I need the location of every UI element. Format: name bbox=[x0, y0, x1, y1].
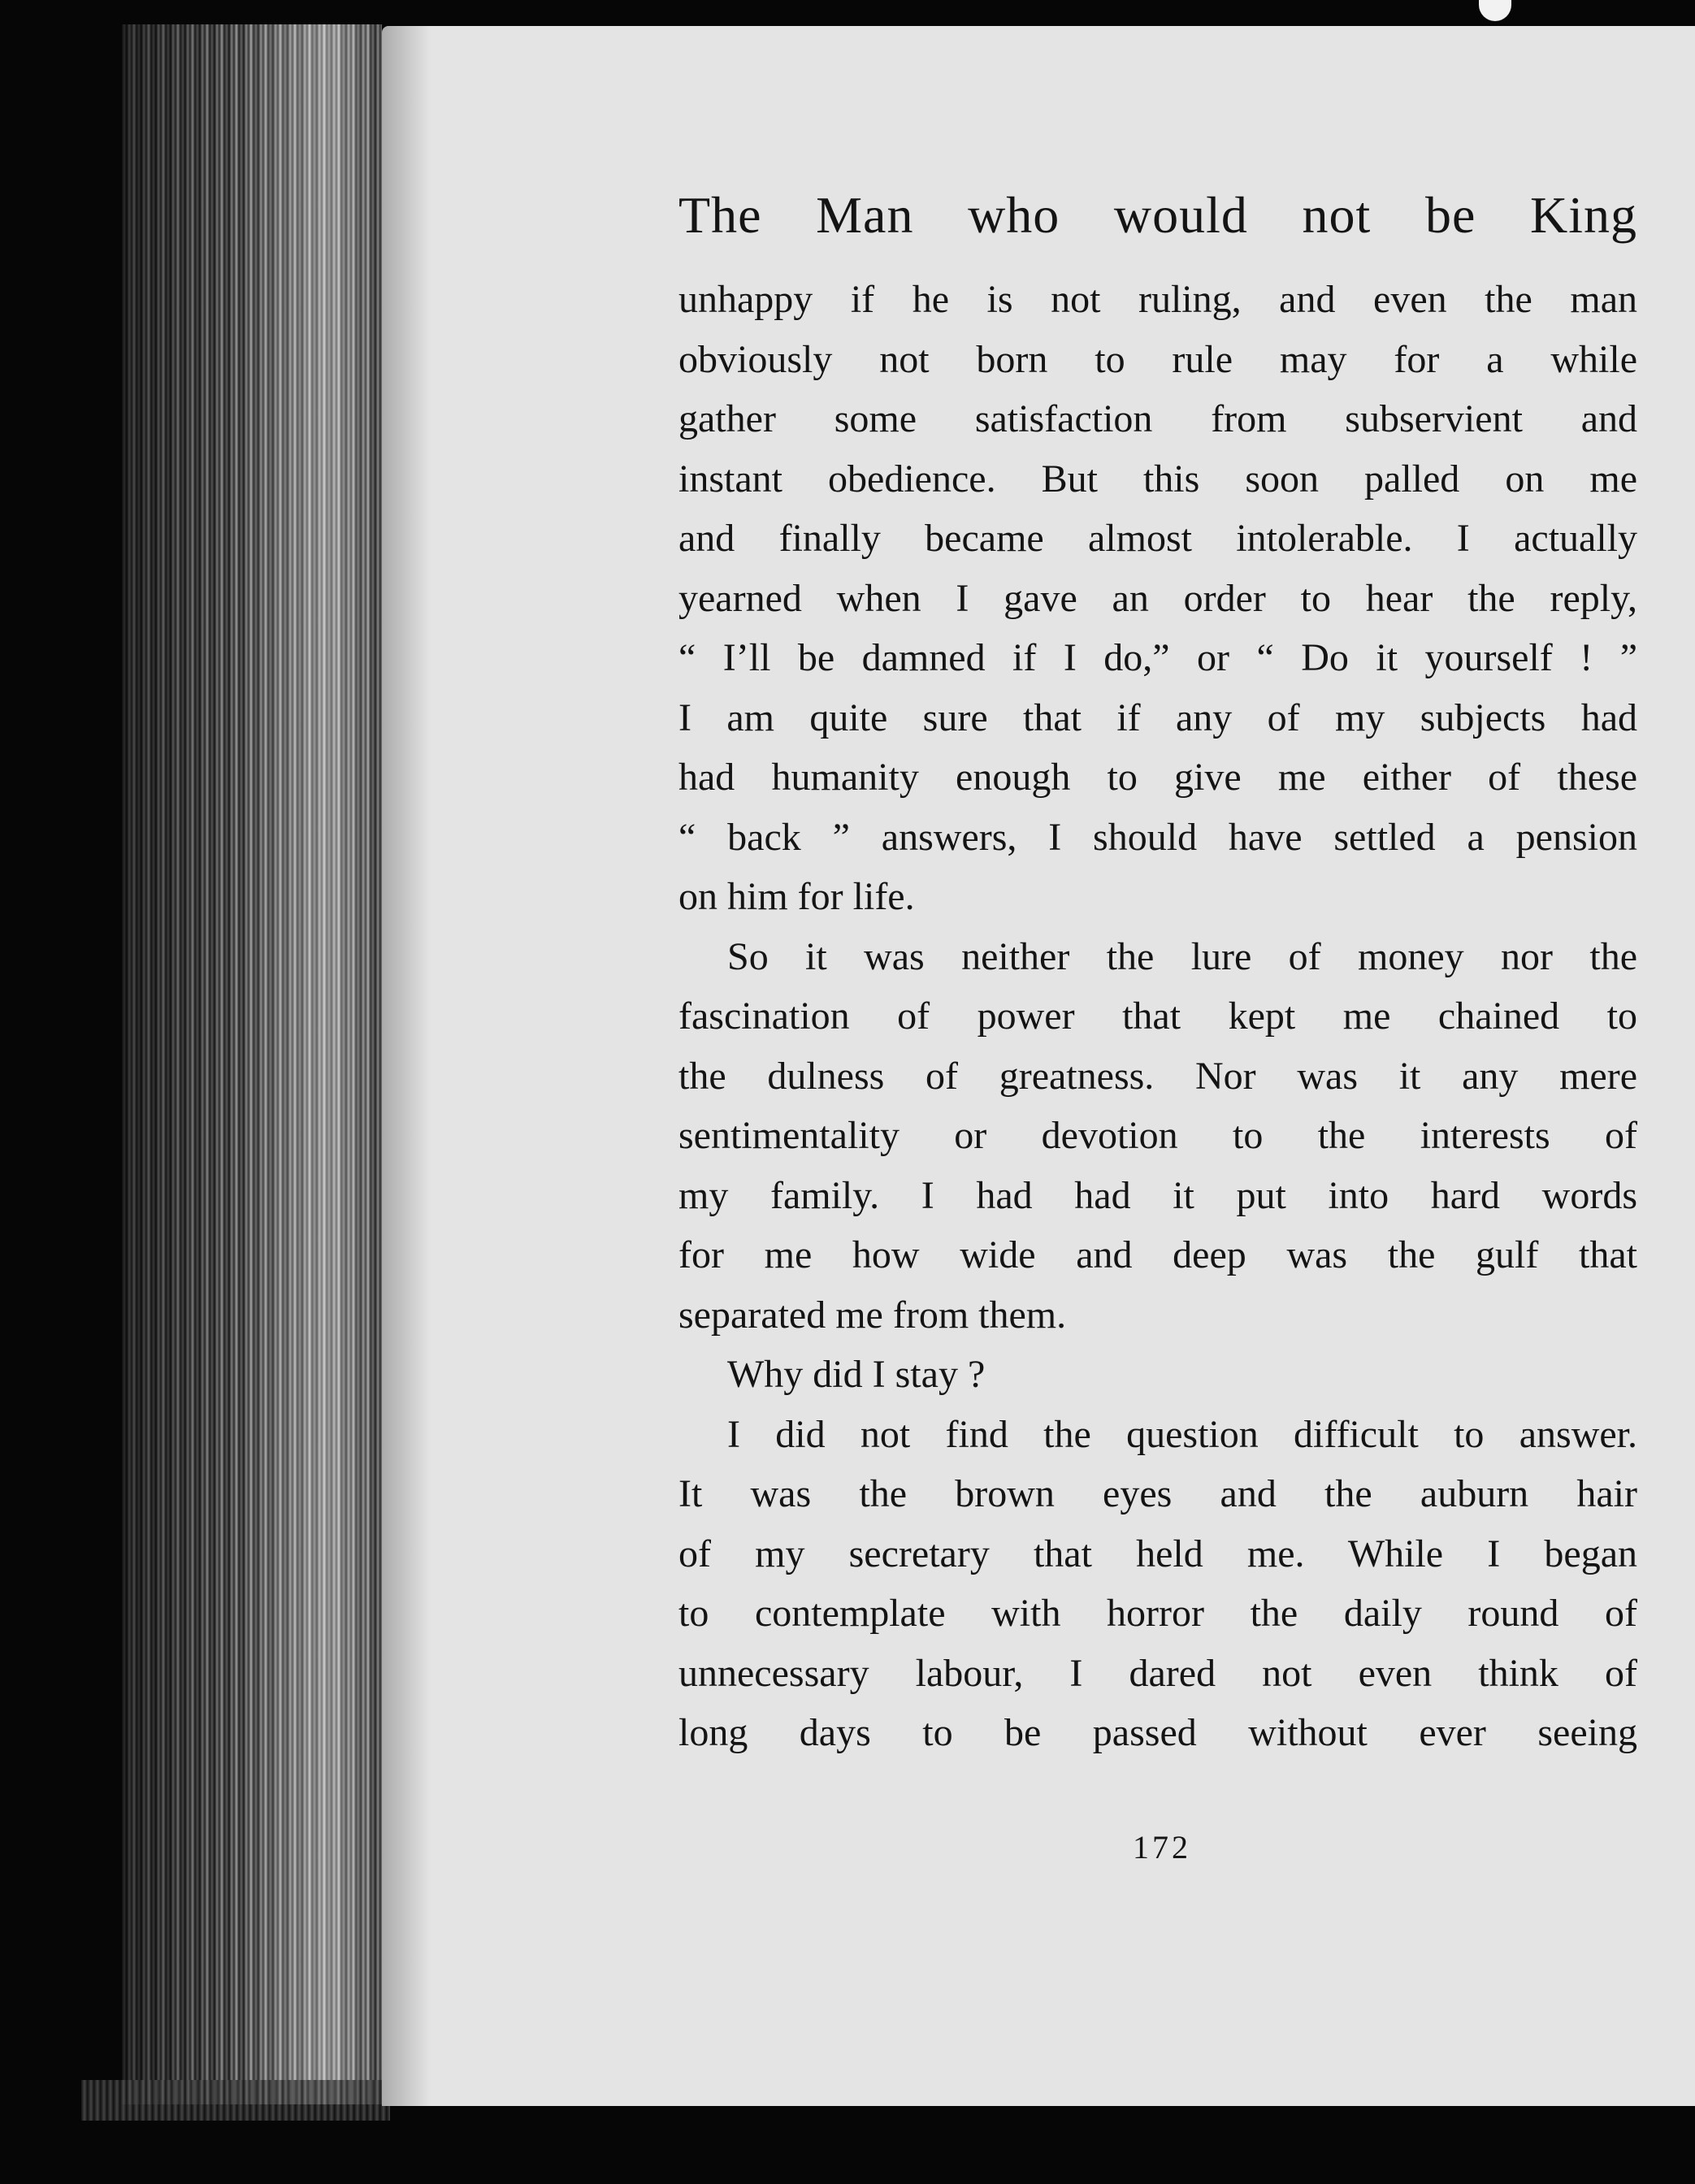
text-line: gather some satisfaction from subservient and bbox=[678, 397, 1637, 440]
paragraph-3 bbox=[678, 1345, 1637, 1405]
scan-artifact bbox=[1479, 0, 1511, 21]
text-line: instant obedience. But this soon palled on me bbox=[678, 457, 1637, 500]
page-number: 172 bbox=[1133, 1829, 1191, 1866]
paragraph-4 bbox=[678, 1405, 1637, 1763]
text-line: It was the brown eyes and the auburn hair bbox=[678, 1472, 1637, 1515]
text-line: for me how wide and deep was the gulf that bbox=[678, 1233, 1637, 1276]
text-line: long days to be passed without ever seeing bbox=[678, 1711, 1637, 1754]
text-line: unnecessary labour, I dared not even think of bbox=[678, 1651, 1637, 1695]
text-line: on him for life. bbox=[678, 875, 915, 918]
paragraph-1 bbox=[678, 270, 1637, 927]
text-line: “ I’ll be damned if I do,” or “ Do it yourself ! ” bbox=[678, 636, 1637, 679]
paragraph-2 bbox=[678, 927, 1637, 1346]
text-line: fascination of power that kept me chained to bbox=[678, 994, 1637, 1038]
page-edges-shadow bbox=[122, 24, 382, 2104]
text-line: to contemplate with horror the daily round of bbox=[678, 1592, 1637, 1635]
text-line: of my secretary that held me. While I began bbox=[678, 1532, 1637, 1575]
text-line: “ back ” answers, I should have settled a pension bbox=[678, 815, 1637, 859]
text-line: sentimentality or devotion to the interests of bbox=[678, 1114, 1637, 1157]
page-edges-bottom bbox=[81, 2080, 390, 2121]
text-line: So it was neither the lure of money nor the bbox=[727, 934, 1637, 978]
text-line: the dulness of greatness. Nor was it any mere bbox=[678, 1054, 1637, 1098]
gutter-shadow bbox=[382, 26, 431, 2106]
text-line: I am quite sure that if any of my subjects had bbox=[678, 696, 1637, 739]
text-line: obviously not born to rule may for a while bbox=[678, 337, 1637, 381]
page-text bbox=[678, 179, 1637, 1763]
text-line: had humanity enough to give me either of these bbox=[678, 756, 1637, 799]
text-line: separated me from them. bbox=[678, 1293, 1067, 1337]
text-line: and finally became almost intolerable. I actually bbox=[678, 517, 1637, 560]
text-line: Why did I stay ? bbox=[727, 1353, 986, 1396]
text-line: I did not find the question difficult to answer. bbox=[727, 1412, 1637, 1456]
text-line: yearned when I gave an order to hear the reply, bbox=[678, 576, 1637, 620]
text-line: my family. I had had it put into hard words bbox=[678, 1173, 1637, 1217]
text-line: unhappy if he is not ruling, and even the man bbox=[678, 278, 1637, 321]
running-head: The Man who would not be King bbox=[678, 186, 1637, 244]
